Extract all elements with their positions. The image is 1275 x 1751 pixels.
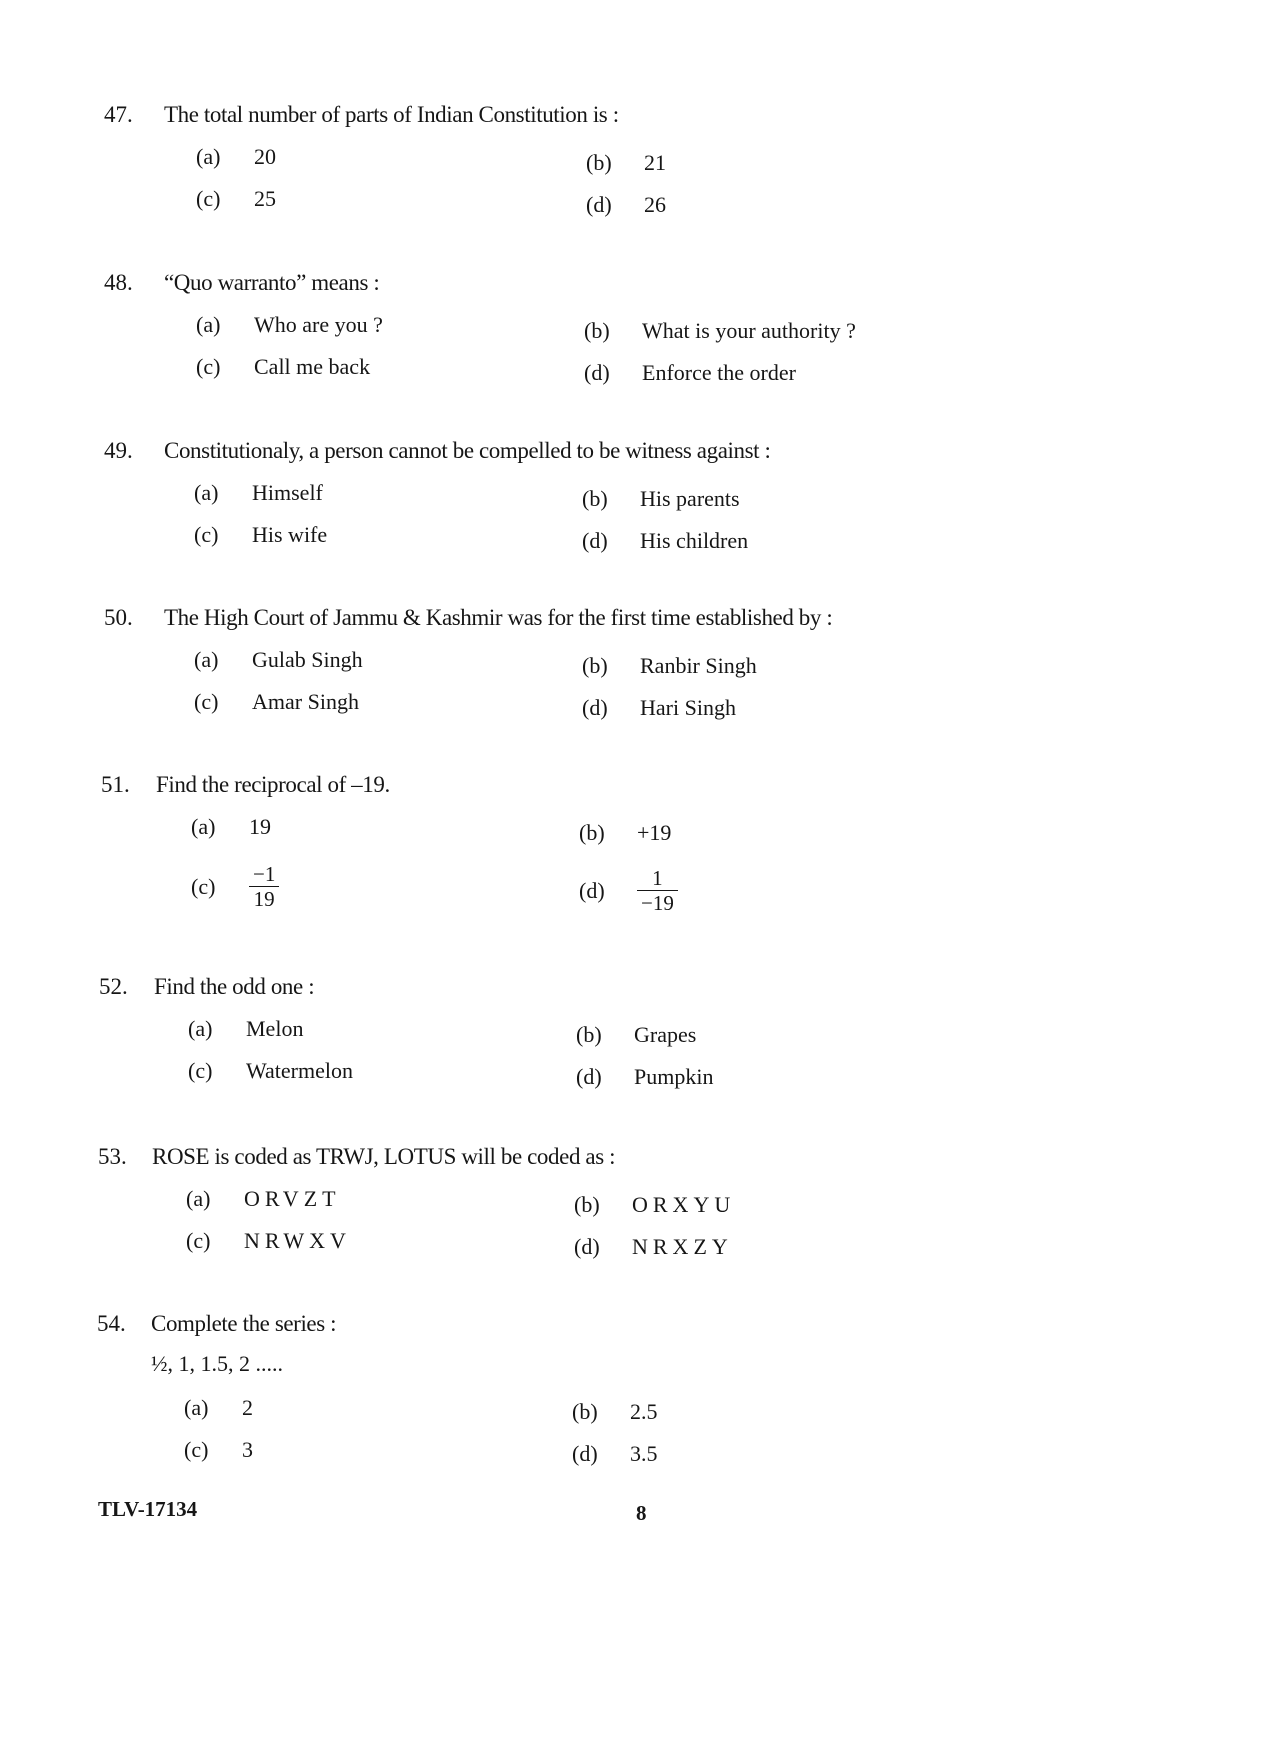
option-label: (c) bbox=[196, 354, 221, 379]
question-text: “Quo warranto” means : bbox=[164, 270, 380, 295]
option-d bbox=[576, 1064, 713, 1090]
option-label: (a) bbox=[186, 1186, 211, 1211]
option-value: Enforce the order bbox=[642, 360, 796, 385]
option-value: Pumpkin bbox=[634, 1064, 714, 1089]
option-label: (d) bbox=[582, 695, 608, 720]
option-label: (d) bbox=[576, 1064, 602, 1089]
option-d bbox=[574, 1234, 733, 1260]
option-value: NRWXV bbox=[244, 1228, 351, 1253]
option-value: Amar Singh bbox=[252, 689, 359, 714]
fraction-denominator: 19 bbox=[249, 886, 279, 911]
question-number: 53. bbox=[98, 1144, 127, 1169]
option-label: (c) bbox=[184, 1437, 209, 1462]
question-number: 47. bbox=[104, 102, 133, 127]
option-a bbox=[196, 144, 276, 170]
question-47 bbox=[0, 102, 1275, 217]
question-number: 51. bbox=[101, 772, 130, 797]
option-label: (b) bbox=[579, 820, 605, 845]
question-49 bbox=[0, 438, 1275, 553]
question-text: Find the reciprocal of –19. bbox=[156, 772, 390, 797]
question-number: 50. bbox=[104, 605, 133, 630]
option-c bbox=[196, 186, 276, 212]
option-b bbox=[579, 820, 671, 846]
option-value: Gulab Singh bbox=[252, 647, 363, 672]
option-label: (d) bbox=[582, 528, 608, 553]
question-51 bbox=[0, 772, 1275, 916]
option-value: +19 bbox=[637, 820, 672, 845]
option-value: 2 bbox=[242, 1395, 253, 1420]
option-d bbox=[572, 1441, 658, 1467]
option-value: 26 bbox=[644, 192, 666, 217]
option-value: ORXYU bbox=[632, 1192, 736, 1217]
series-text: ½, 1, 1.5, 2 ..... bbox=[151, 1351, 283, 1376]
question-text: Complete the series : bbox=[151, 1311, 337, 1336]
option-label: (d) bbox=[579, 877, 605, 903]
option-d bbox=[582, 695, 736, 721]
option-label: (d) bbox=[586, 192, 612, 217]
option-a bbox=[188, 1016, 303, 1042]
option-value: Who are you ? bbox=[254, 312, 383, 337]
option-value: His parents bbox=[640, 486, 740, 511]
option-label: (c) bbox=[196, 186, 221, 211]
option-label: (a) bbox=[194, 480, 219, 505]
option-b bbox=[586, 150, 666, 176]
option-b bbox=[582, 486, 740, 512]
option-a bbox=[194, 480, 323, 506]
option-label: (c) bbox=[194, 689, 219, 714]
option-a bbox=[186, 1186, 341, 1212]
question-text: ROSE is coded as TRWJ, LOTUS will be coded as : bbox=[152, 1144, 616, 1169]
option-value: 25 bbox=[254, 186, 276, 211]
option-value: NRXZY bbox=[632, 1234, 733, 1259]
option-value: Ranbir Singh bbox=[640, 653, 757, 678]
question-number: 54. bbox=[97, 1311, 126, 1336]
option-label: (a) bbox=[188, 1016, 213, 1041]
option-value: 21 bbox=[644, 150, 666, 175]
question-text: Find the odd one : bbox=[154, 974, 315, 999]
option-value: His children bbox=[640, 528, 749, 553]
paper-code: TLV-17134 bbox=[98, 1497, 198, 1521]
option-label: (b) bbox=[582, 486, 608, 511]
option-value: Himself bbox=[252, 480, 323, 505]
option-a bbox=[196, 312, 383, 338]
option-value: Hari Singh bbox=[640, 695, 736, 720]
option-label: (a) bbox=[196, 312, 221, 337]
option-value: Call me back bbox=[254, 354, 371, 379]
option-value: What is your authority ? bbox=[642, 318, 856, 343]
option-value: 19 bbox=[249, 814, 271, 839]
option-label: (b) bbox=[574, 1192, 600, 1217]
question-52 bbox=[0, 974, 1275, 1089]
option-value: 2.5 bbox=[630, 1399, 658, 1424]
option-d bbox=[586, 192, 666, 218]
option-label: (b) bbox=[584, 318, 610, 343]
fraction bbox=[637, 866, 678, 915]
question-48 bbox=[0, 270, 1275, 385]
question-54 bbox=[0, 1311, 1275, 1466]
option-value: Melon bbox=[246, 1016, 304, 1041]
option-d bbox=[579, 866, 678, 915]
option-a bbox=[184, 1395, 253, 1421]
option-c bbox=[194, 522, 327, 548]
option-b bbox=[582, 653, 757, 679]
question-50 bbox=[0, 605, 1275, 720]
fraction bbox=[249, 862, 279, 911]
question-53 bbox=[0, 1144, 1275, 1259]
option-d bbox=[584, 360, 796, 386]
option-value: Grapes bbox=[634, 1022, 697, 1047]
option-c bbox=[186, 1228, 351, 1254]
option-value: 20 bbox=[254, 144, 276, 169]
option-label: (c) bbox=[194, 522, 219, 547]
option-value: Watermelon bbox=[246, 1058, 353, 1083]
option-label: (a) bbox=[184, 1395, 209, 1420]
option-c bbox=[184, 1437, 253, 1463]
option-label: (b) bbox=[576, 1022, 602, 1047]
option-label: (d) bbox=[572, 1441, 598, 1466]
option-b bbox=[572, 1399, 658, 1425]
option-value: His wife bbox=[252, 522, 328, 547]
option-label: (b) bbox=[582, 653, 608, 678]
option-label: (c) bbox=[191, 873, 216, 899]
option-label: (c) bbox=[188, 1058, 213, 1083]
option-label: (a) bbox=[191, 814, 216, 839]
option-value: ORVZT bbox=[244, 1186, 341, 1211]
option-c bbox=[196, 354, 370, 380]
option-label: (b) bbox=[572, 1399, 598, 1424]
option-value: 3 bbox=[242, 1437, 253, 1462]
option-label: (c) bbox=[186, 1228, 211, 1253]
fraction-numerator: −1 bbox=[253, 862, 276, 886]
question-number: 52. bbox=[99, 974, 128, 999]
question-text: The total number of parts of Indian Constitution is : bbox=[164, 102, 619, 127]
fraction-numerator: 1 bbox=[652, 866, 663, 890]
option-value: 3.5 bbox=[630, 1441, 658, 1466]
question-number: 49. bbox=[104, 438, 133, 463]
fraction-denominator: −19 bbox=[637, 890, 678, 915]
option-b bbox=[576, 1022, 696, 1048]
question-number: 48. bbox=[104, 270, 133, 295]
option-label: (a) bbox=[196, 144, 221, 169]
option-a bbox=[191, 814, 271, 840]
option-c bbox=[191, 862, 279, 911]
option-c bbox=[188, 1058, 353, 1084]
option-c bbox=[194, 689, 359, 715]
option-label: (d) bbox=[584, 360, 610, 385]
option-label: (b) bbox=[586, 150, 612, 175]
option-a bbox=[194, 647, 363, 673]
question-text: Constitutionaly, a person cannot be compelled to be witness against : bbox=[164, 438, 771, 463]
option-label: (a) bbox=[194, 647, 219, 672]
page-number: 8 bbox=[636, 1501, 647, 1525]
option-label: (d) bbox=[574, 1234, 600, 1259]
question-text: The High Court of Jammu & Kashmir was for the first time established by : bbox=[164, 605, 833, 630]
option-b bbox=[584, 318, 856, 344]
option-d bbox=[582, 528, 748, 554]
option-b bbox=[574, 1192, 735, 1218]
